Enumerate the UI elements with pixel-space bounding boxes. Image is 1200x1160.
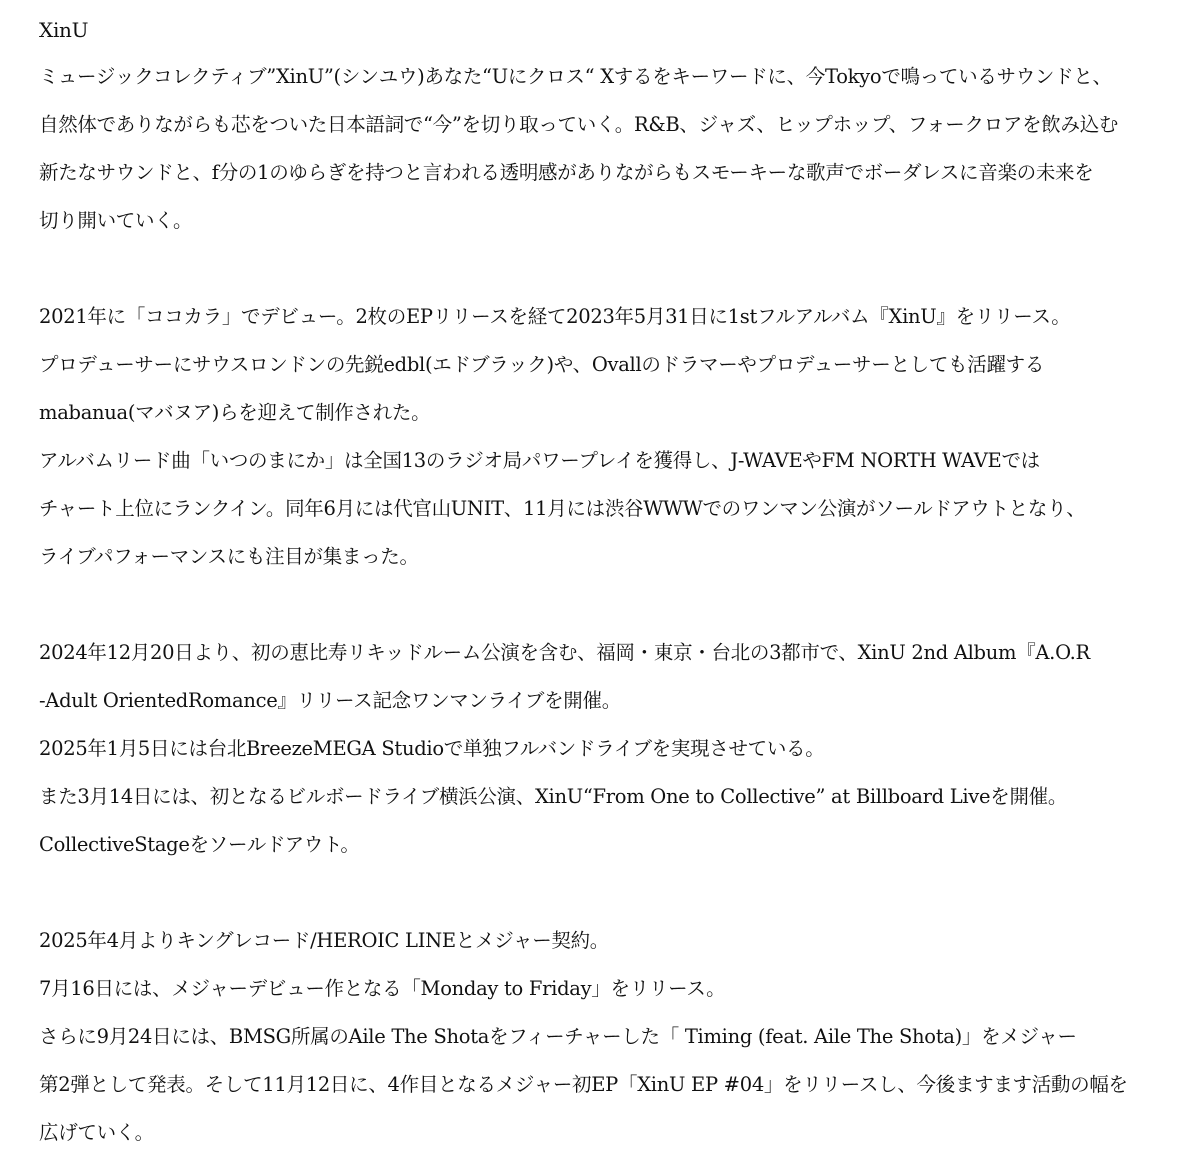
text-line: 切り開いていく。 <box>39 209 193 232</box>
text-line: チャート上位にランクイン。同年6月には代官山UNIT、11月には渋谷WWWでのワンマン公演がソールドアウトとなり、 <box>39 497 1086 520</box>
text-line: 広げていく。 <box>39 1121 154 1144</box>
text-line: プロデューサーにサウスロンドンの先鋭edbl(エドブラック)や、Ovallのドラマーやプロデューサーとしても活躍する <box>39 353 1045 376</box>
text-line: -Adult OrientedRomance』リリース記念ワンマンライブを開催。 <box>39 689 621 712</box>
artist-name: XinU <box>39 18 89 42</box>
paragraph-debut <box>39 293 1164 581</box>
paragraph-major <box>39 917 1164 1157</box>
text-line: 新たなサウンドと、f分の1のゆらぎを持つと言われる透明感がありながらもスモーキーな歌声でボーダレスに音楽の未来を <box>39 161 1094 184</box>
text-line: CollectiveStageをソールドアウト。 <box>39 833 360 856</box>
text-line: 2021年に「ココカラ」でデビュー。2枚のEPリリースを経て2023年5月31日に1stフルアルバム『XinU』をリリース。 <box>39 305 1071 328</box>
text-line: 第2弾として発表。そして11月12日に、4作目となるメジャー初EP「XinU EP #04」をリリースし、今後ますます活動の幅を <box>39 1073 1128 1096</box>
paragraph-spacer <box>39 869 1164 917</box>
text-line: ミュージックコレクティブ”XinU”(シンユウ)あなた“Uにクロス“ Xするをキーワードに、今Tokyoで鳴っているサウンドと、 <box>39 65 1112 88</box>
text-line: mabanua(マバヌア)らを迎えて制作された。 <box>39 401 431 424</box>
biography-document <box>39 7 1164 1157</box>
paragraph-spacer <box>39 245 1164 293</box>
text-line: アルバムリード曲「いつのまにか」は全国13のラジオ局パワープレイを獲得し、J-WAVEやFM NORTH WAVEでは <box>39 449 1040 472</box>
paragraph-tour <box>39 629 1164 869</box>
text-line: 2025年4月よりキングレコード/HEROIC LINEとメジャー契約。 <box>39 929 610 952</box>
text-line: また3月14日には、初となるビルボードライブ横浜公演、XinU“From One to Collective” at Billboard Liveを開催。 <box>39 785 1068 808</box>
text-line: 2024年12月20日より、初の恵比寿リキッドルーム公演を含む、福岡・東京・台北の3都市で、XinU 2nd Album『A.O.R <box>39 641 1090 664</box>
text-line: 自然体でありながらも芯をついた日本語詞で“今”を切り取っていく。R&B、ジャズ、ヒップホップ、フォークロアを飲み込む <box>39 113 1119 136</box>
paragraph-intro <box>39 53 1164 245</box>
text-line: 2025年1月5日には台北BreezeMEGA Studioで単独フルバンドライブを実現させている。 <box>39 737 825 760</box>
text-line: 7月16日には、メジャーデビュー作となる「Monday to Friday」をリリース。 <box>39 977 726 1000</box>
paragraph-spacer <box>39 581 1164 629</box>
text-line: さらに9月24日には、BMSG所属のAile The Shotaをフィーチャーした「 Timing (feat. Aile The Shota)」をメジャー <box>39 1025 1077 1048</box>
text-line: ライブパフォーマンスにも注目が集まった。 <box>39 545 419 568</box>
